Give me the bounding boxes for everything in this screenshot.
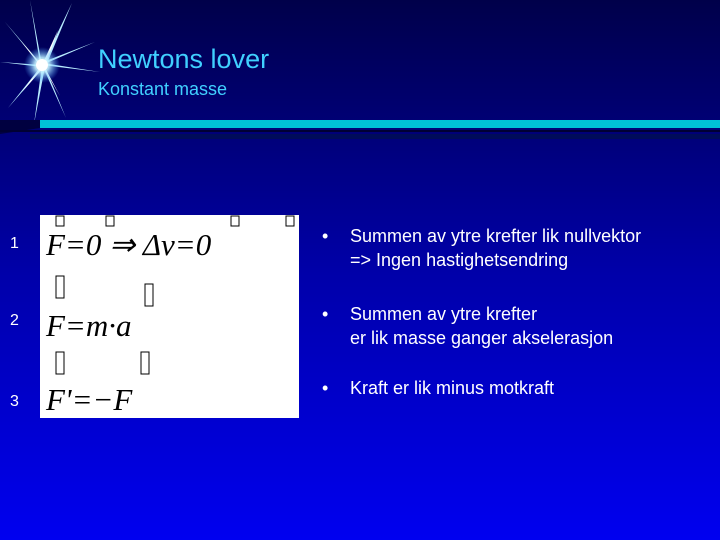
bullet-1-line-1: Summen av ytre krefter lik nullvektor xyxy=(350,226,642,246)
missing-glyph-icon xyxy=(106,216,114,226)
slide-title: Newtons lover xyxy=(98,44,270,74)
formula-panel xyxy=(40,215,299,418)
title-divider xyxy=(0,118,720,140)
starburst-decoration xyxy=(0,0,110,125)
bullet-1-line-2: => Ingen hastighetsendring xyxy=(350,250,569,270)
formula-1: F=0 ⇒ Δv=0 xyxy=(46,227,212,262)
missing-glyph-icon xyxy=(56,216,64,226)
bullet-3-line-1: Kraft er lik minus motkraft xyxy=(350,378,555,398)
row-number-3: 3 xyxy=(10,393,19,410)
missing-glyph-icon xyxy=(56,276,64,298)
missing-glyph-icon xyxy=(56,352,64,374)
bullet-marker: • xyxy=(322,378,329,398)
bullet-marker: • xyxy=(322,226,329,246)
slide-subtitle: Konstant masse xyxy=(98,79,228,99)
missing-glyph-icon xyxy=(145,284,153,306)
missing-glyph-icon xyxy=(286,216,294,226)
missing-glyph-icon xyxy=(231,216,239,226)
bullet-2-line-1: Summen av ytre krefter xyxy=(350,304,538,324)
bullet-2-line-2: er lik masse ganger akselerasjon xyxy=(350,328,614,348)
missing-glyph-icon xyxy=(141,352,149,374)
row-number-1: 1 xyxy=(10,235,19,252)
formula-3: F'=−F xyxy=(46,382,133,417)
bullet-marker: • xyxy=(322,304,329,324)
row-number-2: 2 xyxy=(10,312,19,329)
formula-2: F=m·a xyxy=(46,308,132,343)
